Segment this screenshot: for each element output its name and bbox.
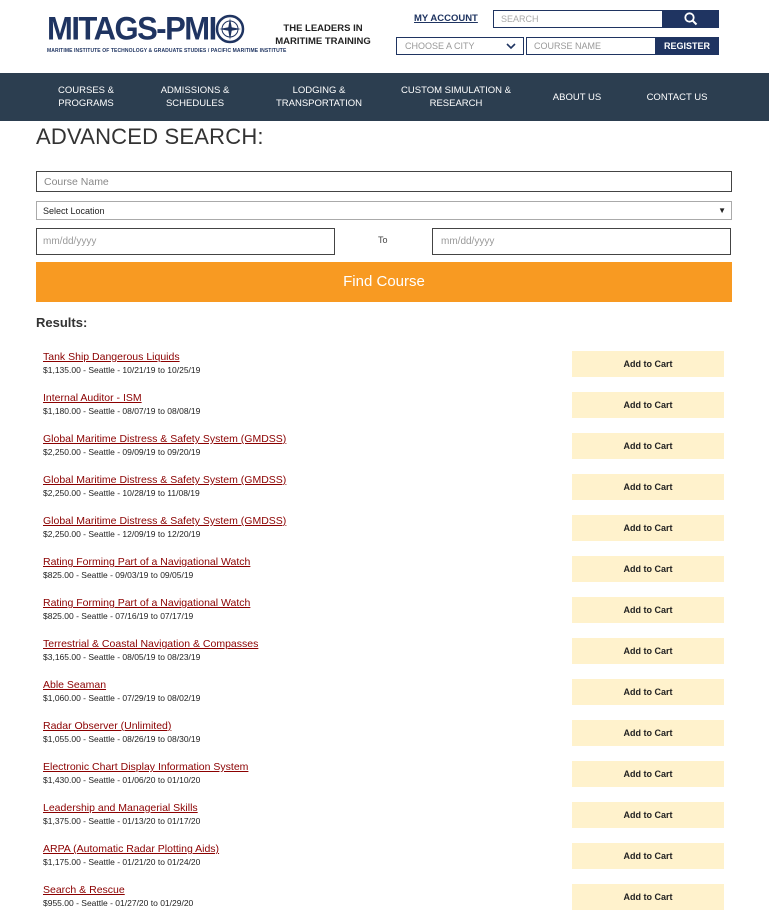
- nav-item-admissions[interactable]: ADMISSIONS & SCHEDULES: [160, 85, 230, 109]
- course-meta: $2,250.00 - Seattle - 12/09/19 to 12/20/19: [43, 529, 201, 539]
- course-link[interactable]: Global Maritime Distress & Safety System (GMDSS): [43, 474, 287, 486]
- search-button[interactable]: [662, 10, 719, 28]
- course-link[interactable]: Search & Rescue: [43, 884, 125, 896]
- compass-emblem-icon: [215, 14, 245, 44]
- course-meta: $1,375.00 - Seattle - 01/13/20 to 01/17/20: [43, 816, 201, 826]
- logo-subtext: MARITIME INSTITUTE OF TECHNOLOGY & GRADUATE STUDIES / PACIFIC MARITIME INSTITUTE: [47, 48, 287, 54]
- list-item: [36, 386, 733, 427]
- results-list: [36, 345, 733, 919]
- list-item: [36, 468, 733, 509]
- nav-item-custom-simulation[interactable]: CUSTOM SIMULATION & RESEARCH: [401, 85, 511, 109]
- find-course-button[interactable]: Find Course: [36, 262, 732, 302]
- course-link[interactable]: Leadership and Managerial Skills: [43, 802, 198, 814]
- chevron-down-icon: [505, 40, 517, 52]
- course-link[interactable]: Tank Ship Dangerous Liquids: [43, 351, 180, 363]
- add-to-cart-button[interactable]: Add to Cart: [572, 515, 724, 541]
- course-link[interactable]: Internal Auditor - ISM: [43, 392, 142, 404]
- add-to-cart-button[interactable]: Add to Cart: [572, 884, 724, 910]
- add-to-cart-button[interactable]: Add to Cart: [572, 351, 724, 377]
- results-label: Results:: [36, 315, 88, 330]
- course-link[interactable]: Electronic Chart Display Information System: [43, 761, 249, 773]
- course-meta: $2,250.00 - Seattle - 09/09/19 to 09/20/19: [43, 447, 201, 457]
- course-link[interactable]: Radar Observer (Unlimited): [43, 720, 172, 732]
- course-meta: $1,135.00 - Seattle - 10/21/19 to 10/25/19: [43, 365, 201, 375]
- list-item: [36, 878, 733, 919]
- add-to-cart-button[interactable]: Add to Cart: [572, 474, 724, 500]
- page-title: ADVANCED SEARCH:: [36, 124, 264, 149]
- course-meta: $1,430.00 - Seattle - 01/06/20 to 01/10/20: [43, 775, 201, 785]
- course-meta: $1,175.00 - Seattle - 01/21/20 to 01/24/20: [43, 857, 201, 867]
- course-link[interactable]: Rating Forming Part of a Navigational Watch: [43, 556, 251, 568]
- course-meta: $955.00 - Seattle - 01/27/20 to 01/29/20: [43, 898, 194, 908]
- to-label: To: [378, 235, 388, 245]
- location-select-value: Select Location: [43, 206, 105, 216]
- list-item: [36, 837, 733, 878]
- list-item: [36, 796, 733, 837]
- add-to-cart-button[interactable]: Add to Cart: [572, 761, 724, 787]
- list-item: [36, 632, 733, 673]
- course-link[interactable]: ARPA (Automatic Radar Plotting Aids): [43, 843, 220, 855]
- add-to-cart-button[interactable]: Add to Cart: [572, 597, 724, 623]
- nav-item-courses[interactable]: COURSES & PROGRAMS: [58, 85, 114, 109]
- city-select[interactable]: [396, 37, 524, 55]
- add-to-cart-button[interactable]: Add to Cart: [572, 802, 724, 828]
- list-item: [36, 714, 733, 755]
- add-to-cart-button[interactable]: Add to Cart: [572, 556, 724, 582]
- list-item: [36, 509, 733, 550]
- add-to-cart-button[interactable]: Add to Cart: [572, 679, 724, 705]
- location-select[interactable]: [36, 201, 732, 220]
- site-header: [0, 0, 769, 73]
- main-nav: [0, 73, 769, 121]
- course-meta: $3,165.00 - Seattle - 08/05/19 to 08/23/19: [43, 652, 201, 662]
- list-item: [36, 673, 733, 714]
- search-icon: [684, 12, 698, 26]
- course-link[interactable]: Terrestrial & Coastal Navigation & Compasses: [43, 638, 259, 650]
- my-account-link[interactable]: MY ACCOUNT: [414, 13, 478, 24]
- course-name-input[interactable]: Course Name: [36, 171, 732, 192]
- dropdown-arrow-icon: ▼: [718, 206, 726, 215]
- course-meta: $1,060.00 - Seattle - 07/29/19 to 08/02/19: [43, 693, 201, 703]
- course-link[interactable]: Rating Forming Part of a Navigational Watch: [43, 597, 251, 609]
- tagline: THE LEADERS IN MARITIME TRAINING: [275, 23, 371, 47]
- course-meta: $1,180.00 - Seattle - 08/07/19 to 08/08/19: [43, 406, 201, 416]
- add-to-cart-button[interactable]: Add to Cart: [572, 843, 724, 869]
- search-input[interactable]: SEARCH: [493, 10, 663, 28]
- add-to-cart-button[interactable]: Add to Cart: [572, 638, 724, 664]
- course-meta: $1,055.00 - Seattle - 08/26/19 to 08/30/19: [43, 734, 201, 744]
- course-name-header-input[interactable]: COURSE NAME: [526, 37, 656, 55]
- course-link[interactable]: Able Seaman: [43, 679, 107, 691]
- add-to-cart-button[interactable]: Add to Cart: [572, 433, 724, 459]
- main-content: [36, 121, 733, 908]
- course-link[interactable]: Global Maritime Distress & Safety System (GMDSS): [43, 515, 287, 527]
- date-from-input[interactable]: mm/dd/yyyy: [36, 228, 335, 255]
- add-to-cart-button[interactable]: Add to Cart: [572, 392, 724, 418]
- course-meta: $825.00 - Seattle - 07/16/19 to 07/17/19: [43, 611, 194, 621]
- add-to-cart-button[interactable]: Add to Cart: [572, 720, 724, 746]
- nav-item-contact[interactable]: CONTACT US: [646, 91, 708, 103]
- list-item: [36, 345, 733, 386]
- nav-item-lodging[interactable]: LODGING & TRANSPORTATION: [275, 85, 363, 109]
- course-meta: $825.00 - Seattle - 09/03/19 to 09/05/19: [43, 570, 194, 580]
- logo-text: MITAGS-PMI: [47, 10, 216, 47]
- list-item: [36, 427, 733, 468]
- list-item: [36, 591, 733, 632]
- list-item: [36, 755, 733, 796]
- nav-item-about[interactable]: ABOUT US: [552, 91, 602, 103]
- city-select-value: CHOOSE A CITY: [405, 41, 475, 51]
- course-meta: $2,250.00 - Seattle - 10/28/19 to 11/08/19: [43, 488, 200, 498]
- register-button[interactable]: REGISTER: [655, 37, 719, 55]
- course-link[interactable]: Global Maritime Distress & Safety System (GMDSS): [43, 433, 287, 445]
- date-to-input[interactable]: mm/dd/yyyy: [432, 228, 731, 255]
- list-item: [36, 550, 733, 591]
